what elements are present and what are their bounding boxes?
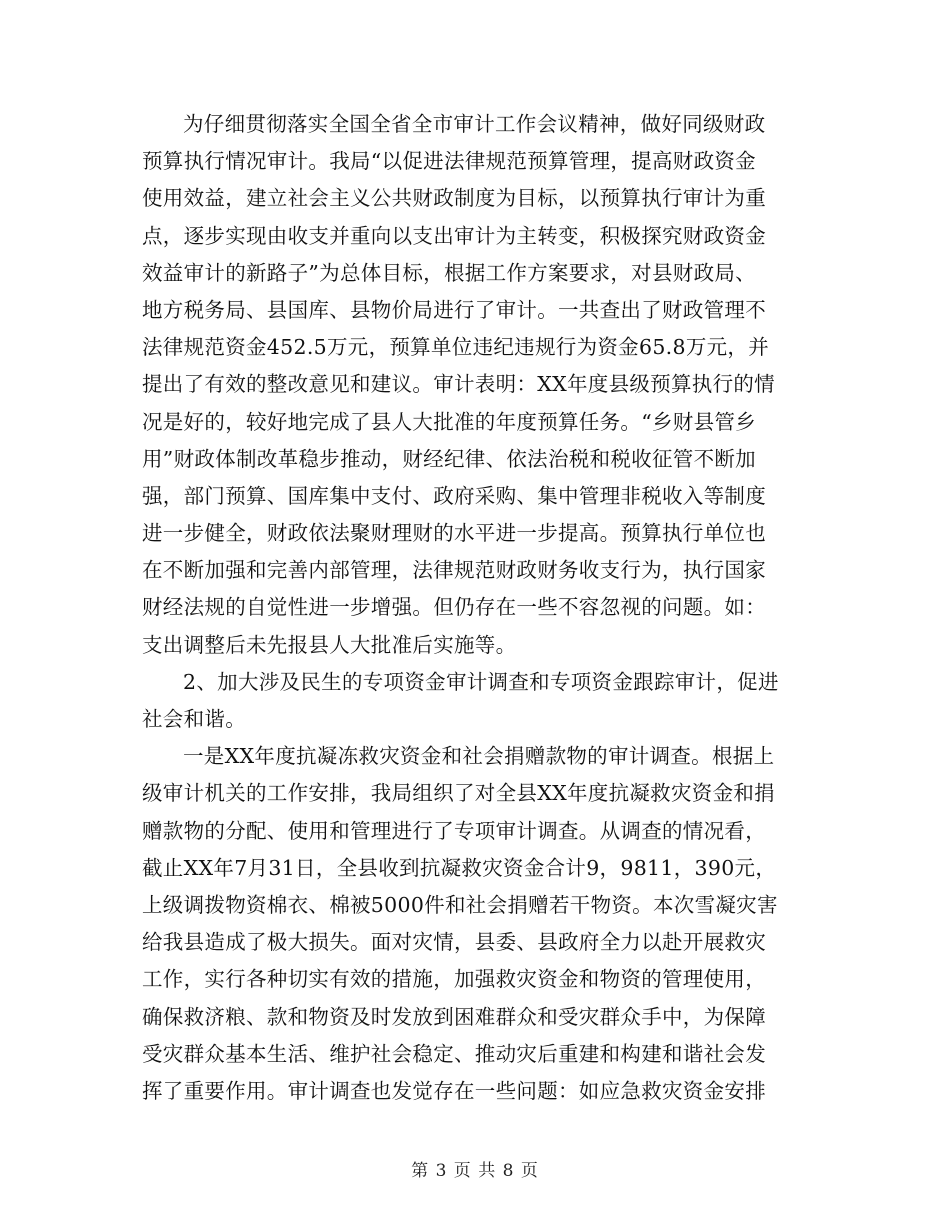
text-line: 提出了有效的整改意见和建议。审计表明：XX年度县级预算执行的情: [142, 372, 775, 397]
text-line: 社会和谐。: [142, 707, 246, 731]
text-line: 财经法规的自觉性进一步增强。但仍存在一些不容忽视的问题。如：: [142, 595, 766, 620]
text-line: 预算执行情况审计。我局“以促进法律规范预算管理，提高财政资金: [142, 149, 756, 174]
text-line: 赠款物的分配、使用和管理进行了专项审计调查。从调查的情况看，: [142, 818, 766, 843]
text-line: 受灾群众基本生活、维护社会稳定、推动灾后重建和构建和谐社会发: [142, 1041, 766, 1066]
text-line: 使用效益，建立社会主义公共财政制度为目标，以预算执行审计为重: [142, 186, 766, 211]
text-line: 强，部门预算、国库集中支付、政府采购、集中管理非税收入等制度: [142, 483, 766, 508]
text-line: 在不断加强和完善内部管理，法律规范财政财务收支行为，执行国家: [142, 558, 766, 583]
text-line: 给我县造成了极大损失。面对灾情，县委、县政府全力以赴开展救灾: [142, 930, 766, 955]
text-line: 上级调拨物资棉衣、棉被5000件和社会捐赠若干物资。本次雪凝灾害: [142, 892, 778, 917]
page-number-footer: 第 3 页 共 8 页: [411, 1161, 539, 1181]
text-line: 进一步健全，财政依法聚财理财的水平进一步提高。预算执行单位也: [142, 521, 766, 546]
text-line: 工作，实行各种切实有效的措施，加强救灾资金和物资的管理使用，: [142, 967, 766, 992]
text-line: 级审计机关的工作安排，我局组织了对全县XX年度抗凝救灾资金和捐: [142, 781, 775, 806]
text-line: 支出调整后未先报县人大批准后实施等。: [142, 632, 517, 657]
text-line: 点，逐步实现由收支并重向以支出审计为主转变，积极探究财政资金: [142, 223, 766, 248]
text-line: 地方税务局、县国库、县物价局进行了审计。一共查出了财政管理不: [142, 297, 766, 322]
text-line: 况是好的，较好地完成了县人大批准的年度预算任务。“乡财县管乡: [142, 409, 756, 434]
text-line: 一是XX年度抗凝冻救灾资金和社会捐赠款物的审计调查。根据上: [183, 744, 775, 769]
text-line: 法律规范资金452.5万元，预算单位违纪违规行为资金65.8万元，并: [142, 335, 770, 360]
text-line: 为仔细贯彻落实全国全省全市审计工作会议精神，做好同级财政: [183, 112, 766, 136]
text-line: 确保救济粮、款和物资及时发放到困难群众和受灾群众手中，为保障: [142, 1004, 766, 1029]
document-body: [142, 106, 822, 1110]
text-line: 效益审计的新路子”为总体目标，根据工作方案要求，对县财政局、: [142, 260, 756, 285]
text-line: 截止XX年7月31日，全县收到抗凝救灾资金合计9，9811，390元，: [142, 855, 777, 880]
text-line: 挥了重要作用。审计调查也发觉存在一些问题：如应急救灾资金安排: [142, 1078, 766, 1103]
text-line: 用”财政体制改革稳步推动，财经纪律、依法治税和税收征管不断加: [142, 446, 756, 471]
text-line: 2、加大涉及民生的专项资金审计调查和专项资金跟踪审计，促进: [183, 669, 779, 694]
